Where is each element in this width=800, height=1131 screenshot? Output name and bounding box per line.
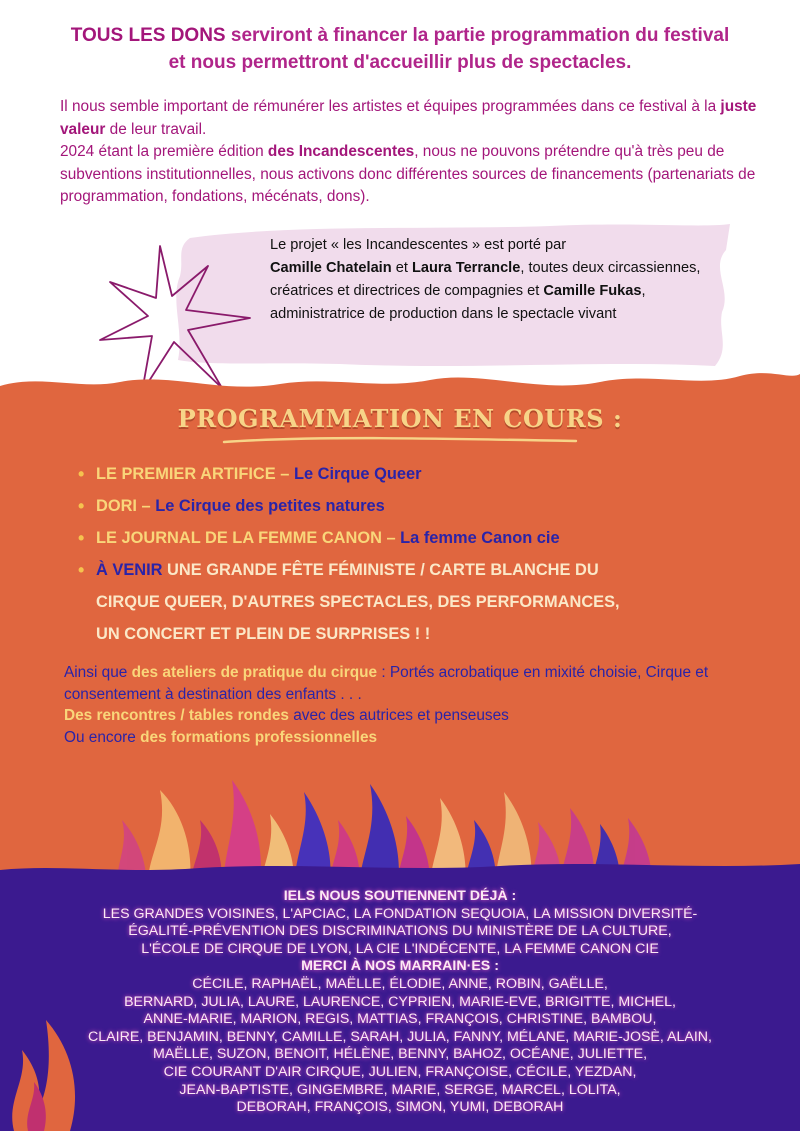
- programme-item-1-title: LE PREMIER ARTIFICE: [96, 465, 276, 483]
- programme-list: [78, 458, 758, 650]
- sponsors-line: JEAN-BAPTISTE, GINGEMBRE, MARIE, SERGE, MARCEL, LOLITA,: [179, 1081, 621, 1098]
- intro-p2-text-a: 2024 étant la première édition: [60, 143, 268, 160]
- programme-title: PROGRAMMATION EN COURS :: [177, 404, 623, 433]
- intro-heading-line2: et nous permettront d'accueillir plus de spectacles.: [168, 52, 632, 73]
- team-text-3: , administratrice de production dans le spectacle vivant: [270, 283, 646, 322]
- programme-item-4-line1: UNE GRANDE FÊTE FÉMINISTE / CARTE BLANCHE DU: [162, 561, 599, 579]
- sponsors-line: CIE COURANT D'AIR CIRQUE, JULIEN, FRANÇOISE, CÉCILE, YEZDAN,: [163, 1063, 637, 1080]
- programme-item-3-title: LE JOURNAL DE LA FEMME CANON: [96, 529, 382, 547]
- intro-p1-text-c: de leur travail.: [105, 120, 207, 138]
- programme-item-4-line2: CIRQUE QUEER, D'AUTRES SPECTACLES, DES PERFORMANCES,: [96, 593, 620, 611]
- workshops-paragraph: [64, 662, 754, 748]
- title-underline: [220, 432, 580, 448]
- programme-item-4-label: À VENIR: [96, 561, 163, 579]
- intro-p1-text-a: Il nous semble important de rémunérer les artistes et équipes programmées dans ce festival à la: [60, 98, 721, 115]
- intro-heading-line1: [40, 22, 760, 49]
- sponsors-line: MAËLLE, SUZON, BENOIT, HÉLÈNE, BENNY, BAHOZ, OCÉANE, JULIETTE,: [152, 1046, 648, 1063]
- sponsors-line: CLAIRE, BENJAMIN, BENNY, CAMILLE, SARAH, JULIA, FANNY, MÉLANE, MARIE-JOSÈ, ALAIN,: [88, 1028, 712, 1045]
- intro-heading-rest: serviront à financer la partie programmation du festival: [225, 25, 730, 46]
- supporters-block: [20, 888, 780, 1117]
- team-name-3: Camille Fukas: [543, 283, 642, 299]
- programme-item-3: [78, 522, 758, 554]
- programme-item-2-title: DORI: [96, 497, 137, 515]
- intro-paragraphs: [60, 96, 760, 209]
- workshops-text-4: Ou encore: [64, 728, 141, 746]
- team-text-and: et: [391, 260, 412, 276]
- partners-line: ÉGALITÉ-PRÉVENTION DES DISCRIMINATIONS DU MINISTÈRE DE LA CULTURE,: [128, 923, 672, 940]
- workshops-text-1: Ainsi que: [64, 664, 132, 681]
- workshops-text-2: : Portés acrobatique en mixité choisie, Cirque et consentement à destination des enfants . . .: [64, 664, 709, 703]
- programme-item-2: [78, 490, 758, 522]
- intro-p2-highlight: des Incandescentes: [267, 143, 415, 160]
- workshops-highlight-2: Des rencontres / tables rondes: [64, 707, 289, 724]
- team-name-1: Camille Chatelain: [270, 260, 392, 276]
- programme-item-1-sep: –: [275, 465, 294, 483]
- programme-item-4-line3: UN CONCERT ET PLEIN DE SURPRISES ! !: [96, 625, 431, 643]
- programme-item-2-sep: –: [136, 497, 156, 515]
- programme-item-2-company: Le Cirque des petites natures: [155, 497, 385, 515]
- intro-heading-bold: TOUS LES DONS: [70, 25, 226, 46]
- team-name-2: Laura Terrancle: [411, 260, 521, 276]
- supporters-heading: IELS NOUS SOUTIENNENT DÉJÀ :: [283, 888, 517, 904]
- programme-item-3-sep: –: [381, 529, 401, 547]
- workshops-text-3: avec des autrices et penseuses: [288, 707, 509, 724]
- programme-item-3-company: La femme Canon cie: [400, 529, 560, 547]
- team-text-2: , toutes deux circassiennes, créatrices et directrices de compagnies et: [270, 260, 701, 299]
- intro-p2-text-c: , nous ne pouvons prétendre qu'à très peu de subventions institutionnelles, nous activons donc différentes sources de financements (partenariats de programmation, fondations, mécénats, dons).: [60, 143, 756, 205]
- sponsors-line: CÉCILE, RAPHAËL, MAËLLE, ÉLODIE, ANNE, ROBIN, GAËLLE,: [192, 975, 608, 992]
- team-description: [270, 234, 740, 326]
- sponsors-line: BERNARD, JULIA, LAURE, LAURENCE, CYPRIEN, MARIE-EVE, BRIGITTE, MICHEL,: [124, 993, 676, 1010]
- partners-line: LES GRANDES VOISINES, L'APCIAC, LA FONDATION SEQUOIA, LA MISSION DIVERSITÉ-: [102, 905, 698, 922]
- sponsors-line: ANNE-MARIE, MARION, REGIS, MATTIAS, FRANÇOIS, CHRISTINE, BAMBOU,: [143, 1011, 657, 1028]
- programme-item-1: [78, 458, 758, 490]
- intro-p1-highlight: juste valeur: [60, 98, 757, 138]
- programme-item-4: [78, 554, 758, 650]
- programme-item-1-company: Le Cirque Queer: [293, 465, 422, 483]
- workshops-highlight-3: des formations professionnelles: [140, 728, 378, 746]
- sponsors-heading: MERCI À NOS MARRAIN·ES :: [301, 958, 499, 975]
- intro-paragraph-2: [60, 141, 760, 209]
- sponsors-line: DEBORAH, FRANÇOIS, SIMON, YUMI, DEBORAH: [236, 1099, 564, 1116]
- team-text-1: Le projet « les Incandescentes » est porté par: [270, 237, 567, 253]
- intro-heading: [40, 22, 760, 76]
- intro-paragraph-1: [60, 96, 760, 141]
- partners-line: L'ÉCOLE DE CIRQUE DE LYON, LA CIE L'INDÉCENTE, LA FEMME CANON CIE: [141, 940, 659, 957]
- workshops-highlight-1: des ateliers de pratique du cirque: [131, 664, 378, 681]
